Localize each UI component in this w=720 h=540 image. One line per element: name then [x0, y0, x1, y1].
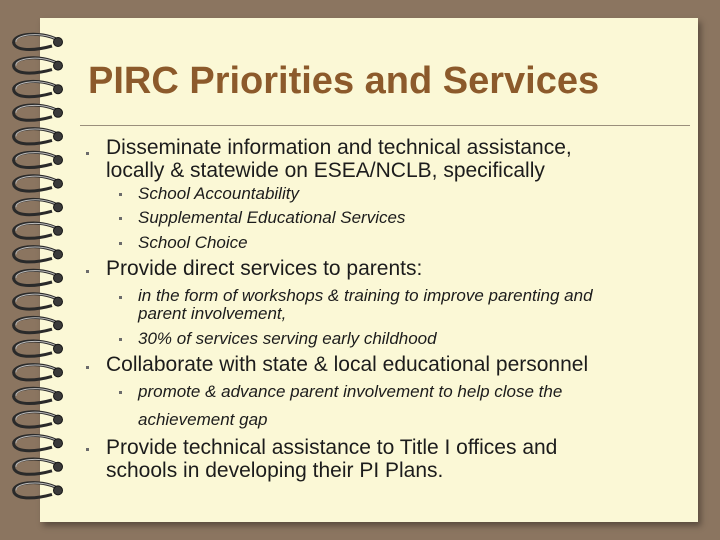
sub-bullet-achievement-gap-line-2: achievement gap: [138, 410, 268, 429]
bullet-item-1-line-1: Disseminate information and technical assistance,: [106, 136, 572, 159]
bullet-item-1-line-2: locally & statewide on ESEA/NCLB, specifically: [106, 159, 545, 182]
sub-bullet-workshops-line-2: parent involvement,: [138, 304, 287, 323]
bullet-item-3: Collaborate with state & local educational personnel: [106, 353, 589, 376]
sub-bullet-marker: [119, 217, 122, 220]
sub-bullet-marker: [119, 242, 122, 245]
sub-bullet-marker: [119, 193, 122, 196]
sub-bullet-early-childhood: 30% of services serving early childhood: [138, 329, 437, 348]
sub-bullet-workshops-line-1: in the form of workshops & training to improve parenting and: [138, 286, 593, 305]
sub-bullet-achievement-gap-line-1: promote & advance parent involvement to help close the: [138, 382, 563, 401]
sub-bullet-supplemental-services: Supplemental Educational Services: [138, 208, 406, 227]
sub-bullet-marker: [119, 391, 122, 394]
sub-bullet-school-accountability: School Accountability: [138, 184, 299, 203]
slide-title: PIRC Priorities and Services: [88, 60, 600, 102]
sub-bullet-marker: [119, 296, 122, 299]
bullet-item-2: Provide direct services to parents:: [106, 257, 423, 280]
bullet-marker: [86, 152, 89, 155]
bullet-item-4-line-2: schools in developing their PI Plans.: [106, 459, 444, 482]
bullet-item-4-line-1: Provide technical assistance to Title I offices and: [106, 436, 558, 459]
bullet-marker: [86, 270, 89, 273]
bullet-marker: [86, 448, 89, 451]
bullet-marker: [86, 366, 89, 369]
sub-bullet-marker: [119, 338, 122, 341]
sub-bullet-school-choice: School Choice: [138, 233, 248, 252]
